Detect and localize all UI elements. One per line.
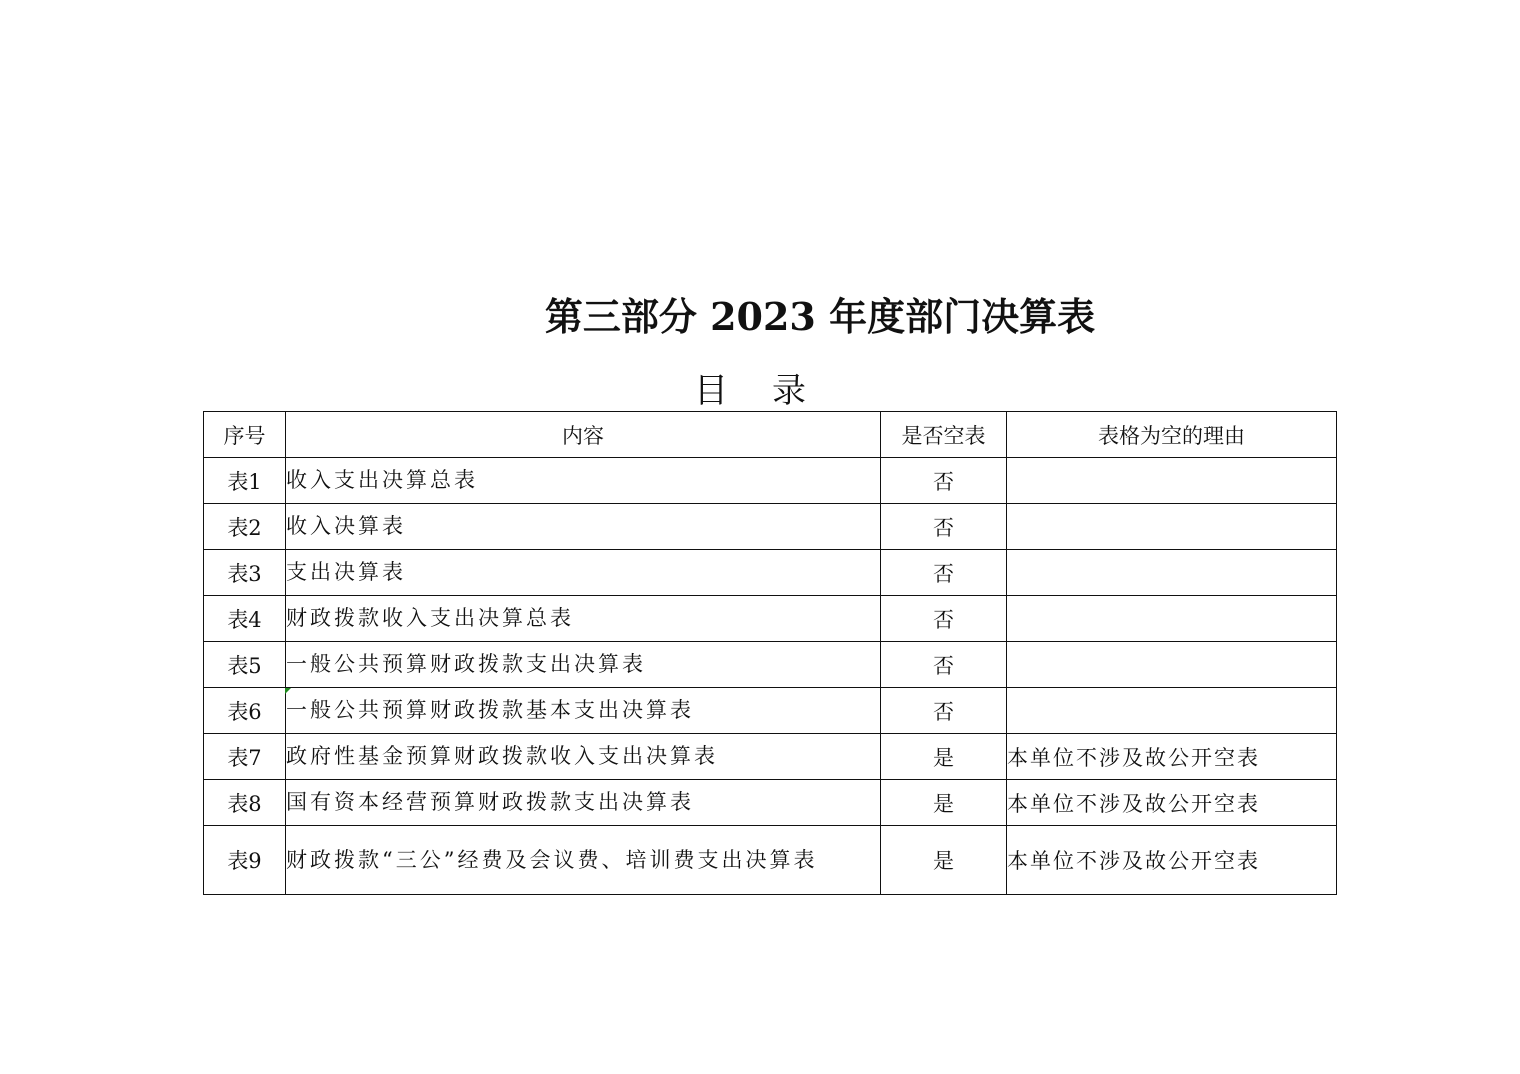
page-title: 第三部分 2023 年度部门决算表 (544, 294, 1096, 339)
table-row (204, 780, 1337, 826)
row-content: 一般公共预算财政拨款基本支出决算表 (286, 688, 881, 734)
row-content: 收入支出决算总表 (286, 458, 881, 504)
row-reason (1007, 688, 1337, 734)
row-number: 表9 (204, 826, 286, 895)
header-content: 内容 (286, 412, 881, 458)
row-content: 国有资本经营预算财政拨款支出决算表 (286, 780, 881, 826)
row-number: 表4 (204, 596, 286, 642)
row-content: 一般公共预算财政拨款支出决算表 (286, 642, 881, 688)
row-is-empty: 否 (881, 458, 1007, 504)
table-row (204, 596, 1337, 642)
row-number: 表1 (204, 458, 286, 504)
row-content: 财政拨款“三公”经费及会议费、培训费支出决算表 (286, 826, 881, 895)
row-number: 表5 (204, 642, 286, 688)
row-reason (1007, 504, 1337, 550)
table-row (204, 458, 1337, 504)
toc-table (203, 411, 1337, 895)
table-row (204, 688, 1337, 734)
row-reason (1007, 550, 1337, 596)
row-reason (1007, 596, 1337, 642)
row-content: 财政拨款收入支出决算总表 (286, 596, 881, 642)
row-number: 表7 (204, 734, 286, 780)
toc-heading: 目录 (694, 371, 850, 411)
row-content: 政府性基金预算财政拨款收入支出决算表 (286, 734, 881, 780)
row-reason (1007, 642, 1337, 688)
header-no: 序号 (204, 412, 286, 458)
row-is-empty: 否 (881, 596, 1007, 642)
row-is-empty: 否 (881, 504, 1007, 550)
row-content: 支出决算表 (286, 550, 881, 596)
row-is-empty: 否 (881, 550, 1007, 596)
row-number: 表8 (204, 780, 286, 826)
row-number: 表6 (204, 688, 286, 734)
row-reason: 本单位不涉及故公开空表 (1007, 734, 1337, 780)
table-row (204, 504, 1337, 550)
cell-comment-marker-icon (285, 688, 291, 694)
row-reason (1007, 458, 1337, 504)
row-content: 收入决算表 (286, 504, 881, 550)
row-is-empty: 是 (881, 780, 1007, 826)
row-is-empty: 是 (881, 734, 1007, 780)
row-is-empty: 是 (881, 826, 1007, 895)
row-number: 表3 (204, 550, 286, 596)
table-row (204, 734, 1337, 780)
table-row (204, 550, 1337, 596)
row-is-empty: 否 (881, 688, 1007, 734)
table-header-row (204, 412, 1337, 458)
table-row (204, 826, 1337, 895)
row-reason: 本单位不涉及故公开空表 (1007, 826, 1337, 895)
table-row (204, 642, 1337, 688)
header-is-empty: 是否空表 (881, 412, 1007, 458)
row-is-empty: 否 (881, 642, 1007, 688)
row-reason: 本单位不涉及故公开空表 (1007, 780, 1337, 826)
row-number: 表2 (204, 504, 286, 550)
header-reason: 表格为空的理由 (1007, 412, 1337, 458)
